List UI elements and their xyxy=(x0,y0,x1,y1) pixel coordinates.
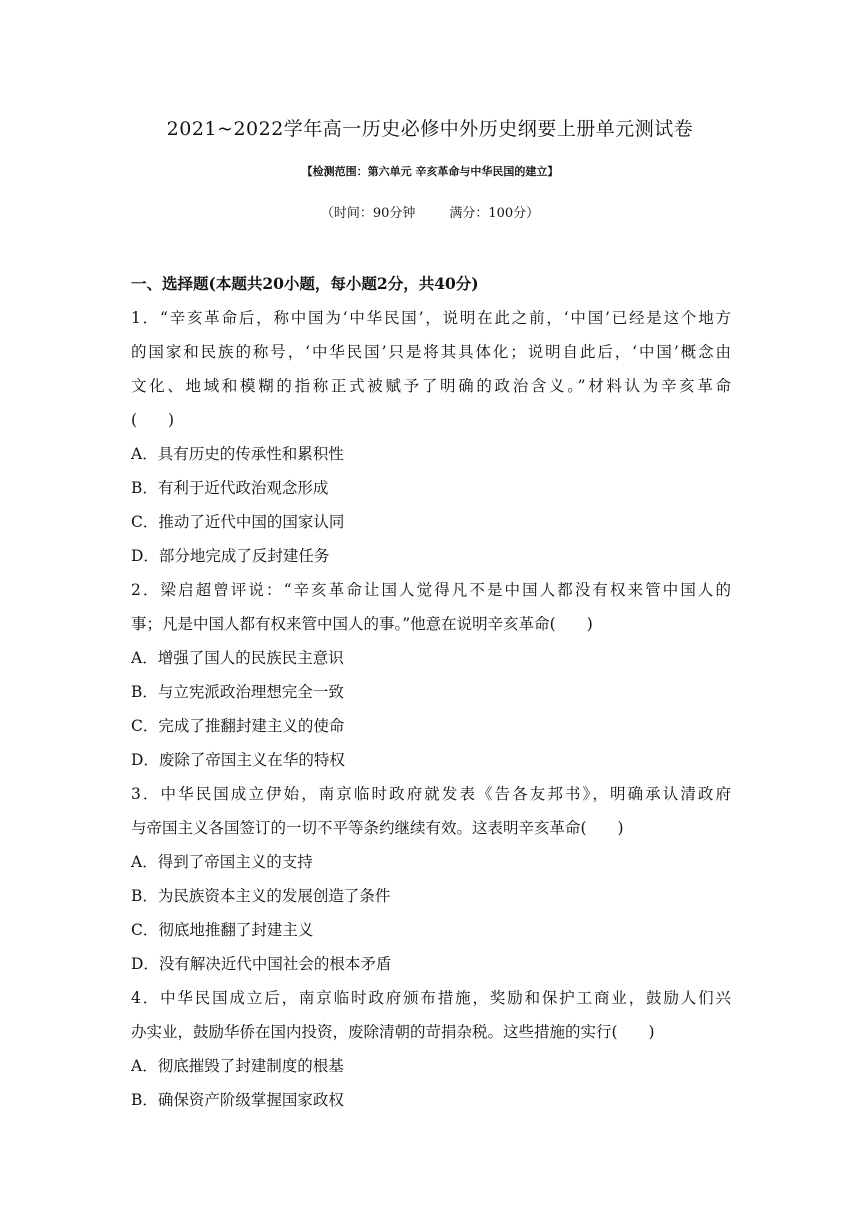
option-c: C．完成了推翻封建主义的使命 xyxy=(131,717,345,735)
question-stem-line: ( ) xyxy=(131,411,175,429)
option-b: B．确保资产阶级掌握国家政权 xyxy=(131,1091,344,1109)
question-1 xyxy=(131,301,731,573)
question-2 xyxy=(131,573,731,777)
question-3 xyxy=(131,777,731,981)
option-d: D．没有解决近代中国社会的根本矛盾 xyxy=(131,955,392,973)
exam-title: 2021~2022学年高一历史必修中外历史纲要上册单元测试卷 xyxy=(166,118,694,140)
option-d: D．部分地完成了反封建任务 xyxy=(131,547,330,565)
exam-score: 满分：100分） xyxy=(449,206,540,221)
question-stem-line: 1．“辛亥革命后，称中国为‘中华民国’，说明在此之前，‘中国’已经是这个地方 xyxy=(131,309,731,327)
exam-time: （时间：90分钟 xyxy=(320,206,416,221)
option-c: C．彻底地推翻了封建主义 xyxy=(131,921,314,939)
option-a: A．彻底摧毁了封建制度的根基 xyxy=(131,1057,344,1075)
question-stem-line: 文化、地域和模糊的指称正式被赋予了明确的政治含义。”材料认为辛亥革命 xyxy=(131,377,731,395)
section-title: 一、选择题(本题共20小题，每小题2分，共40分) xyxy=(131,274,479,293)
exam-scope: 【检测范围：第六单元 辛亥革命与中华民国的建立】 xyxy=(301,165,559,178)
option-a: A．具有历史的传承性和累积性 xyxy=(131,445,344,463)
exam-time-score xyxy=(0,202,860,221)
question-stem-line: 事；凡是中国人都有权来管中国人的事。”他意在说明辛亥革命( ) xyxy=(131,615,593,633)
question-stem-line: 的国家和民族的称号，‘中华民国’只是将其具体化；说明自此后，‘中国’概念由 xyxy=(131,343,731,361)
option-b: B．为民族资本主义的发展创造了条件 xyxy=(131,887,391,905)
question-stem-line: 3．中华民国成立伊始，南京临时政府就发表《告各友邦书》，明确承认清政府 xyxy=(131,785,731,803)
question-list xyxy=(131,301,731,1117)
option-a: A．增强了国人的民族民主意识 xyxy=(131,649,344,667)
question-stem-line: 办实业，鼓励华侨在国内投资，废除清朝的苛捐杂税。这些措施的实行( ) xyxy=(131,1023,655,1041)
question-stem-line: 4．中华民国成立后，南京临时政府颁布措施，奖励和保护工商业，鼓励人们兴 xyxy=(131,989,731,1007)
option-b: B．与立宪派政治理想完全一致 xyxy=(131,683,344,701)
option-d: D．废除了帝国主义在华的特权 xyxy=(131,751,345,769)
option-c: C．推动了近代中国的国家认同 xyxy=(131,513,345,531)
option-a: A．得到了帝国主义的支持 xyxy=(131,853,313,871)
question-stem-line: 与帝国主义各国签订的一切不平等条约继续有效。这表明辛亥革命( ) xyxy=(131,819,624,837)
option-b: B．有利于近代政治观念形成 xyxy=(131,479,329,497)
question-stem-line: 2．梁启超曾评说：“辛亥革命让国人觉得凡不是中国人都没有权来管中国人的 xyxy=(131,581,731,599)
question-4 xyxy=(131,981,731,1117)
